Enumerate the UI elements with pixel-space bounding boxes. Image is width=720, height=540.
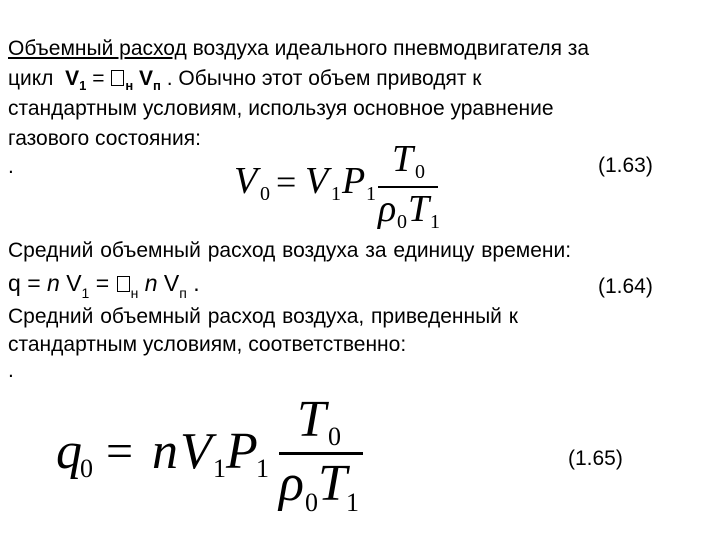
var-vn: $V_п$ <box>139 67 161 93</box>
formula-sub: 0 <box>328 422 341 451</box>
formula-t: T <box>297 391 326 448</box>
formula-sub: 1 <box>366 183 376 205</box>
formula-p: P <box>226 423 258 480</box>
text-fragment: . Обычно этот объем приводят к <box>166 67 482 90</box>
text-line-7: стандартным условиям, соответственно: <box>8 333 407 356</box>
var-v1: $V_1$ <box>65 67 87 93</box>
formula-sub: 0 <box>415 161 425 183</box>
text-fragment: цикл <box>8 67 54 90</box>
formula-v: V <box>305 160 329 202</box>
formula-sub: 0 <box>305 488 318 517</box>
formula-equals: = <box>106 425 134 478</box>
equation-number: (1.65) <box>568 447 623 470</box>
formula-q: q <box>56 423 82 480</box>
formula-sub: 1 <box>331 183 341 205</box>
dot-marker: . <box>8 359 14 382</box>
text-line-1 <box>8 38 589 59</box>
formula-sub: 1 <box>213 454 226 483</box>
formula-t: T <box>318 455 347 512</box>
formula-1-64-line: q = n $V_1 = _н$ n $V_п$ . <box>8 270 200 301</box>
formula-t: T <box>392 138 414 180</box>
formula-n: n <box>152 423 178 480</box>
formula-rho: ρ <box>279 455 304 512</box>
formula-sub: 0 <box>397 211 407 233</box>
formula-sub: 1 <box>256 454 269 483</box>
text-line-2 <box>8 68 482 92</box>
var-q: q <box>8 270 21 296</box>
text-line-5: Средний объемный расход воздуха за единицу времени: <box>8 239 572 262</box>
var-v1: $V_1$ <box>66 270 90 301</box>
formula-equals: = <box>276 162 297 202</box>
text-line-3: стандартным условиям, используя основное уравнение <box>8 97 554 120</box>
formula-sub: 0 <box>80 454 93 483</box>
var-vn: $V_п$ <box>163 270 187 301</box>
formula-t: T <box>408 188 430 230</box>
formula-v: V <box>234 160 258 202</box>
formula-rho: ρ <box>378 188 397 230</box>
var-n: n <box>47 270 60 296</box>
equation-number: (1.64) <box>598 275 653 298</box>
missing-glyph-icon <box>111 70 124 86</box>
formula-sub: 0 <box>260 183 270 205</box>
formula-sub: 1 <box>430 211 440 233</box>
underlined-term: Объемный расход <box>8 37 187 60</box>
subscript-n: н <box>125 78 134 93</box>
text-line-4: газового состояния: <box>8 127 201 150</box>
formula-p: P <box>342 160 366 202</box>
dot-marker: . <box>8 155 14 178</box>
text-line-6: Средний объемный расход воздуха, приведенный к <box>8 305 518 328</box>
equals-sign: = <box>92 67 105 90</box>
formula-sub: 1 <box>346 488 359 517</box>
formula-v: V <box>180 423 212 480</box>
missing-glyph-icon <box>117 276 130 292</box>
equation-number: (1.63) <box>598 154 653 177</box>
text-fragment: воздуха идеального пневмодвигателя за <box>186 37 590 60</box>
